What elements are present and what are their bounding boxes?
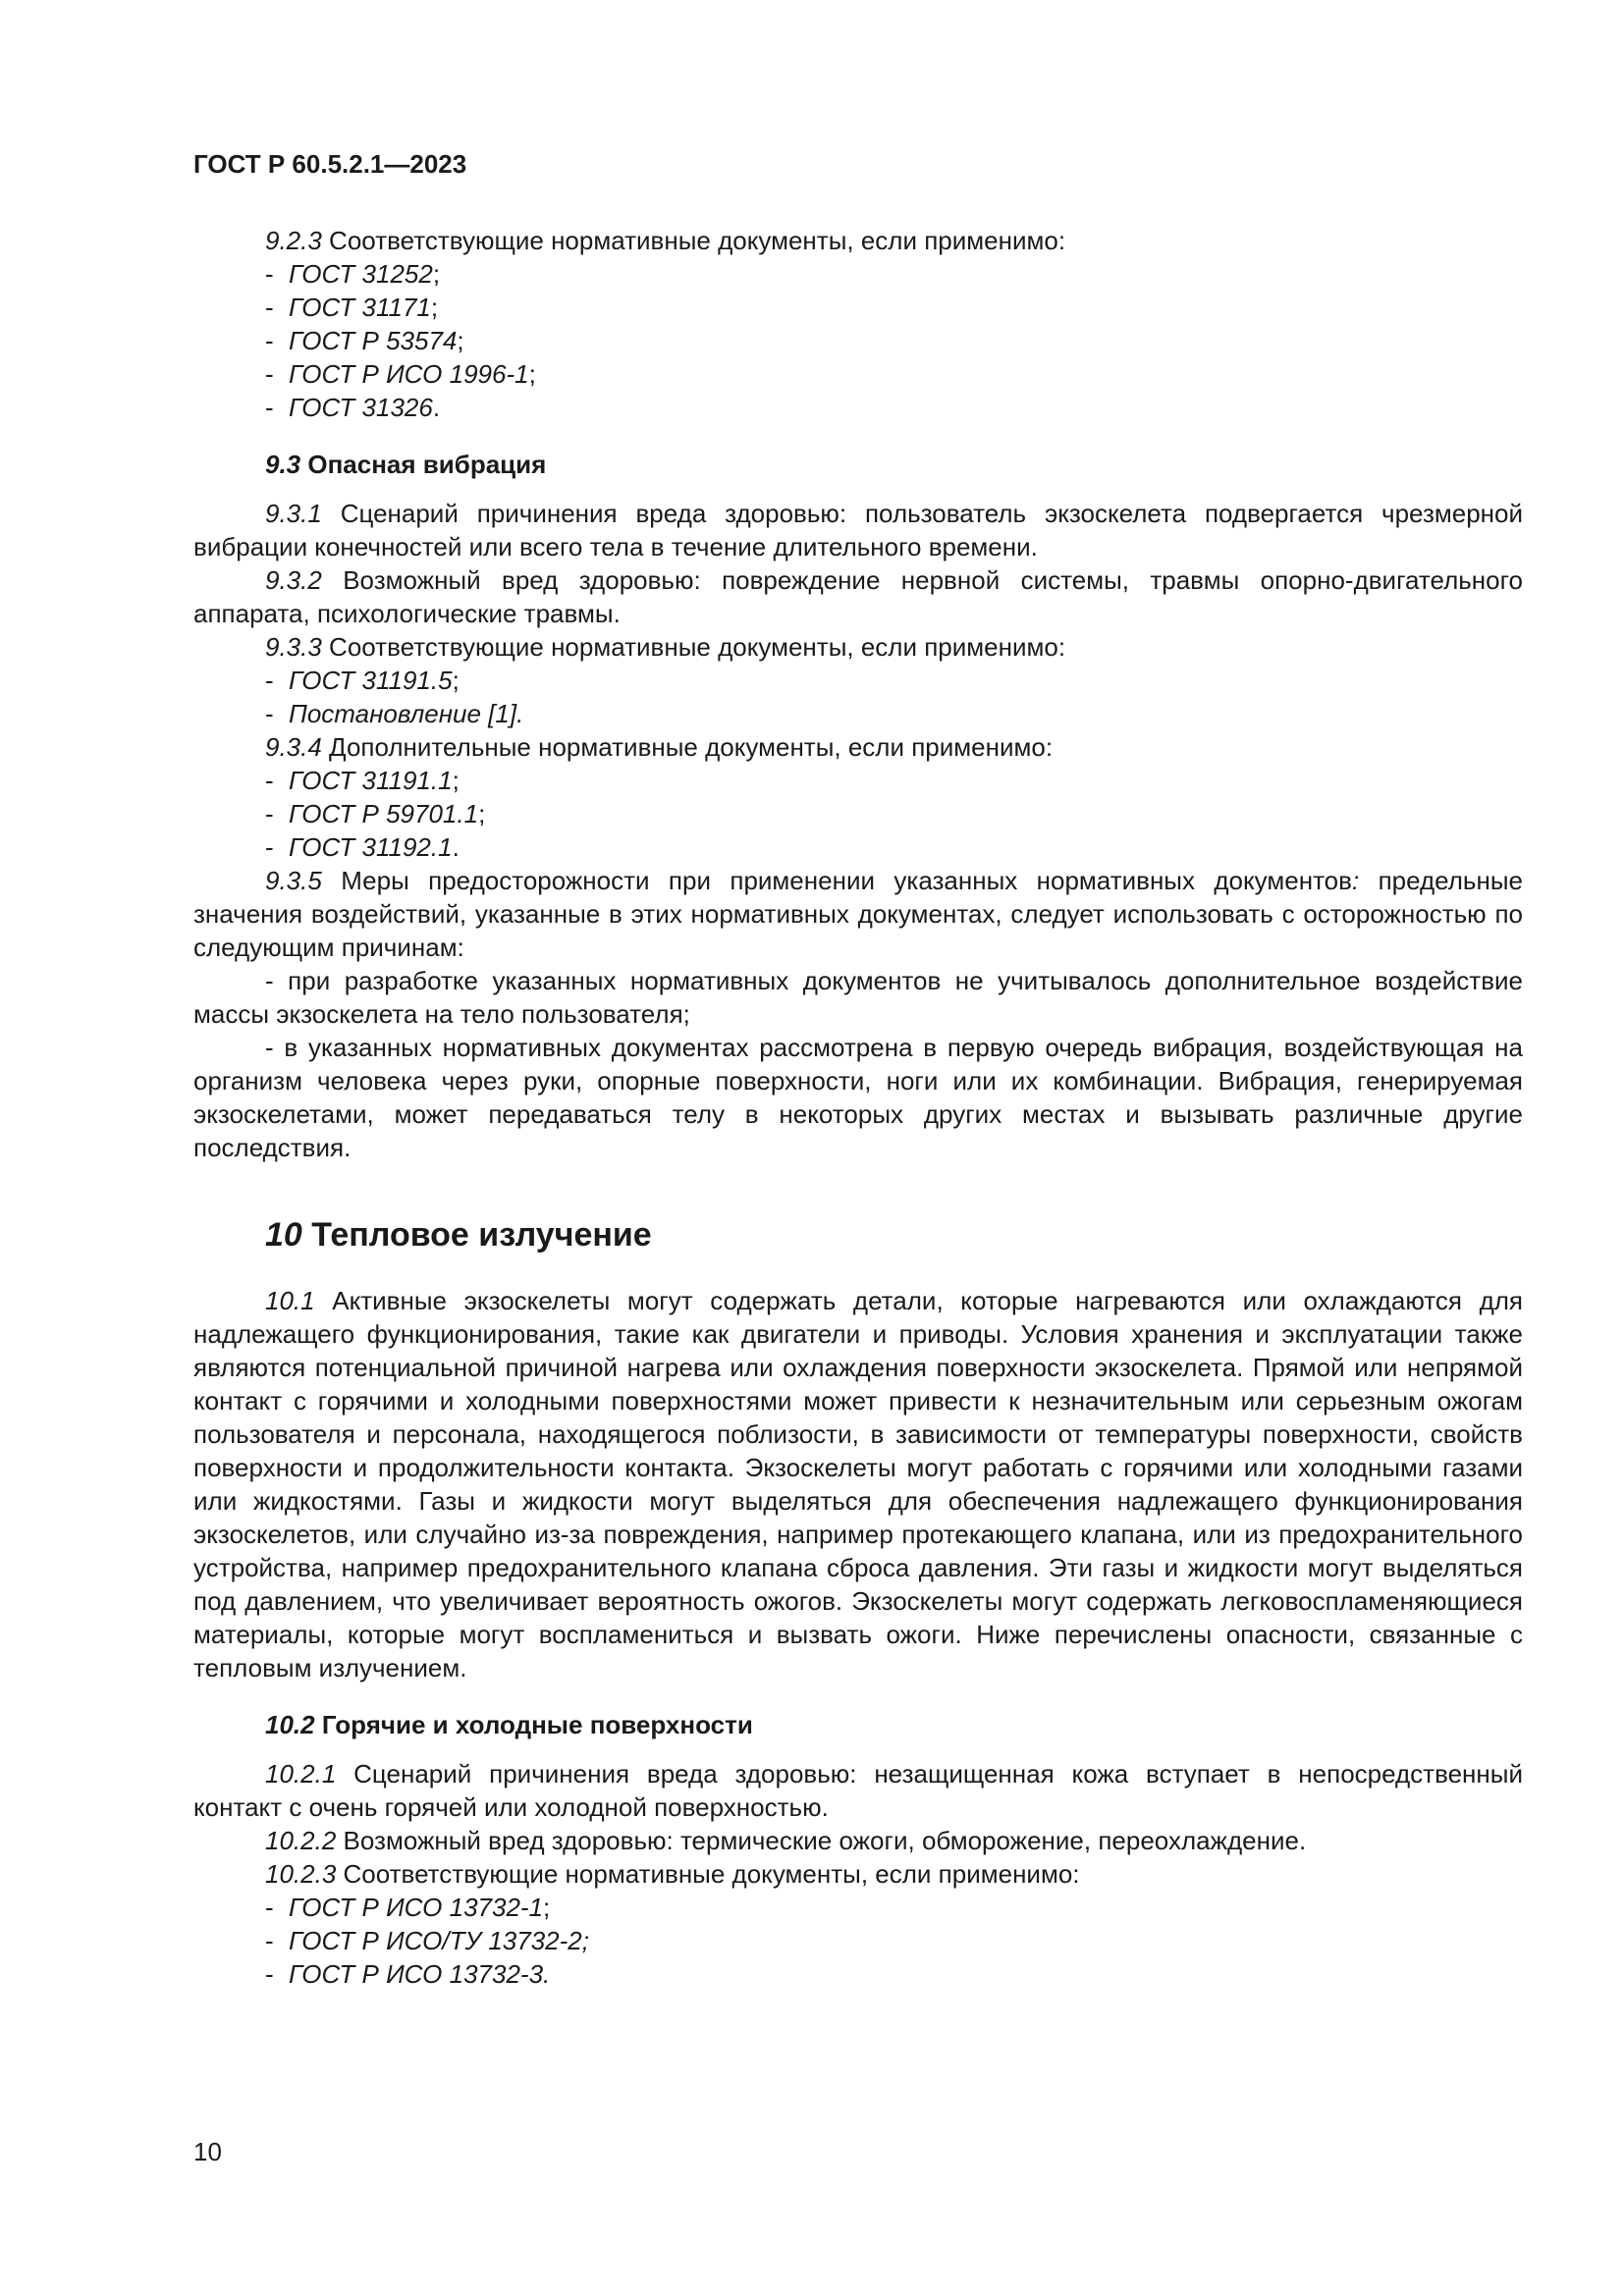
paragraph-10-2-3: [193, 1857, 1523, 1891]
list-item: - ГОСТ 31192.1.: [265, 832, 460, 862]
heading-text: Горячие и холодные поверхности: [314, 1710, 753, 1739]
heading-text: Тепловое излучение: [301, 1216, 652, 1254]
paragraph-bullet: - в указанных нормативных документах рассмотрена в первую очередь вибрация, воздействующая на организм человека через руки, опорные поверхности, ноги или их комбинации. Вибрация, генерируемая экзоскелетами, может передаваться телу в некоторых других местах и вызывать различные другие последствия.: [193, 1033, 1523, 1162]
section-number: 10: [265, 1216, 302, 1254]
reference-doc: ГОСТ 31191.1: [289, 766, 453, 795]
paragraph-bullet: - при разработке указанных нормативных документов не учитывалось дополнительное воздействие массы экзоскелета на тело пользователя;: [193, 966, 1523, 1029]
list-item: - ГОСТ 31171;: [265, 293, 439, 322]
paragraph-10-2-1: [193, 1757, 1523, 1824]
list-item: - ГОСТ Р 59701.1;: [265, 799, 486, 828]
clause-number: 10.2: [265, 1710, 315, 1739]
paragraph-9-3-2: [193, 563, 1523, 630]
clause-number: 9.2.3: [265, 226, 322, 255]
clause-text: Меры предосторожности при применении указанных нормативных документов: [321, 866, 1352, 895]
clause-number: 9.3.5: [265, 866, 322, 895]
clause-text: Соответствующие нормативные документы, если применимо:: [336, 1859, 1080, 1889]
paragraph-9-3-4: [193, 730, 1523, 764]
clause-text: предельные значения воздействий, указанные в этих нормативных документах, следует использовать с осторожностью по следующим причинам:: [193, 866, 1523, 962]
clause-text: Соответствующие нормативные документы, если применимо:: [321, 632, 1066, 662]
clause-number: 10.1: [265, 1286, 315, 1315]
clause-number: 9.3.2: [265, 565, 322, 595]
page-number: 10: [193, 2137, 222, 2166]
paragraph-9-3-5: 9.3.5 Меры предосторожности при применении указанных нормативных документов: предельные значения воздействий, указанные в этих нормативных документах, следует использовать с осторожностью по следующим причинам:: [193, 866, 1523, 962]
section-heading-10: [193, 1215, 1523, 1255]
heading-text: Опасная вибрация: [300, 450, 547, 479]
reference-doc: Постановление [1].: [289, 699, 524, 728]
clause-text: Возможный вред здоровью: повреждение нервной системы, травмы опорно-двигательного аппарата, психологические травмы.: [193, 565, 1523, 628]
subsection-heading-9-3: [193, 448, 1523, 481]
clause-number: 10.2.3: [265, 1859, 337, 1889]
clause-text: Сценарий причинения вреда здоровью: пользователь экзоскелета подвергается чрезмерной вибрации конечностей или всего тела в течение длительного времени.: [193, 499, 1523, 561]
reference-doc: ГОСТ Р 53574: [289, 326, 458, 355]
reference-doc: ГОСТ Р ИСО 13732-1: [289, 1893, 544, 1922]
reference-doc: ГОСТ 31326: [289, 393, 433, 422]
document-header: ГОСТ Р 60.5.2.1—2023: [193, 149, 467, 179]
list-item: - ГОСТ Р ИСО 13732-1;: [265, 1893, 551, 1922]
clause-number: 9.3.1: [265, 499, 322, 528]
reference-doc: ГОСТ 31171: [289, 293, 431, 322]
reference-doc: ГОСТ Р ИСО 13732-3.: [289, 1959, 551, 1989]
reference-doc: ГОСТ Р ИСО 1996-1: [289, 359, 529, 389]
clause-text: Активные экзоскелеты могут содержать детали, которые нагреваются или охлаждаются для надлежащего функционирования, такие как двигатели и приводы. Условия хранения и эксплуатации также являются потенциальной причиной нагрева или охлаждения поверхности экзоскелета. Прямой или непрямой контакт с горячими и холодными поверхностями может привести к незначительным или серьезным ожогам пользователя и персонала, находящегося поблизости, в зависимости от температуры поверхности, свойств поверхности и продолжительности контакта. Экзоскелеты могут работать с горячими или холодными газами или жидкостями. Газы и жидкости могут выделяться для обеспечения надлежащего функционирования экзоскелетов, или случайно из-за повреждения, например протекающего клапана, или из предохранительного устройства, например предохранительного клапана сброса давления. Эти газы и жидкости могут выделяться под давлением, что увеличивает вероятность ожогов. Экзоскелеты могут содержать легковоспламеняющиеся материалы, которые могут воспламениться и вызвать ожоги. Ниже перечислены опасности, связанные с тепловым излучением.: [193, 1286, 1523, 1682]
paragraph-9-3-3: [193, 630, 1523, 664]
list-item: - ГОСТ 31191.5;: [265, 666, 460, 695]
paragraph-10-1: [193, 1284, 1523, 1684]
reference-doc: ГОСТ 31252: [289, 259, 433, 289]
page-content: [193, 224, 1523, 1991]
clause-number: 10.2.1: [265, 1759, 337, 1789]
clause-number: 9.3.4: [265, 732, 322, 762]
list-item: - ГОСТ 31326.: [265, 393, 441, 422]
list-item: - ГОСТ Р ИСО/ТУ 13732-2;: [265, 1926, 589, 1955]
list-item: - ГОСТ Р 53574;: [265, 326, 464, 355]
clause-number: 9.3.3: [265, 632, 322, 662]
clause-number: 9.3: [265, 450, 301, 479]
list-item: - ГОСТ 31191.1;: [265, 766, 460, 795]
paragraph-9-2-3: [193, 224, 1523, 257]
paragraph-9-3-1: [193, 497, 1523, 563]
clause-text: Соответствующие нормативные документы, если применимо:: [321, 226, 1066, 255]
clause-text: Сценарий причинения вреда здоровью: незащищенная кожа вступает в непосредственный контакт с очень горячей или холодной поверхностью.: [193, 1759, 1523, 1822]
clause-text: Дополнительные нормативные документы, если применимо:: [321, 732, 1054, 762]
list-item: - Постановление [1].: [265, 699, 524, 728]
list-item: - ГОСТ Р ИСО 1996-1;: [265, 359, 536, 389]
reference-doc: ГОСТ Р ИСО/ТУ 13732-2;: [289, 1926, 589, 1955]
subsection-heading-10-2: [193, 1708, 1523, 1741]
reference-doc: ГОСТ 31192.1: [289, 832, 453, 862]
clause-text: Возможный вред здоровью: термические ожоги, обморожение, переохлаждение.: [336, 1826, 1307, 1855]
clause-number: 10.2.2: [265, 1826, 337, 1855]
paragraph-10-2-2: [193, 1824, 1523, 1857]
reference-doc: ГОСТ Р 59701.1: [289, 799, 479, 828]
reference-doc: ГОСТ 31191.5: [289, 666, 453, 695]
list-item: - ГОСТ Р ИСО 13732-3.: [265, 1959, 551, 1989]
list-item: - ГОСТ 31252;: [265, 259, 441, 289]
